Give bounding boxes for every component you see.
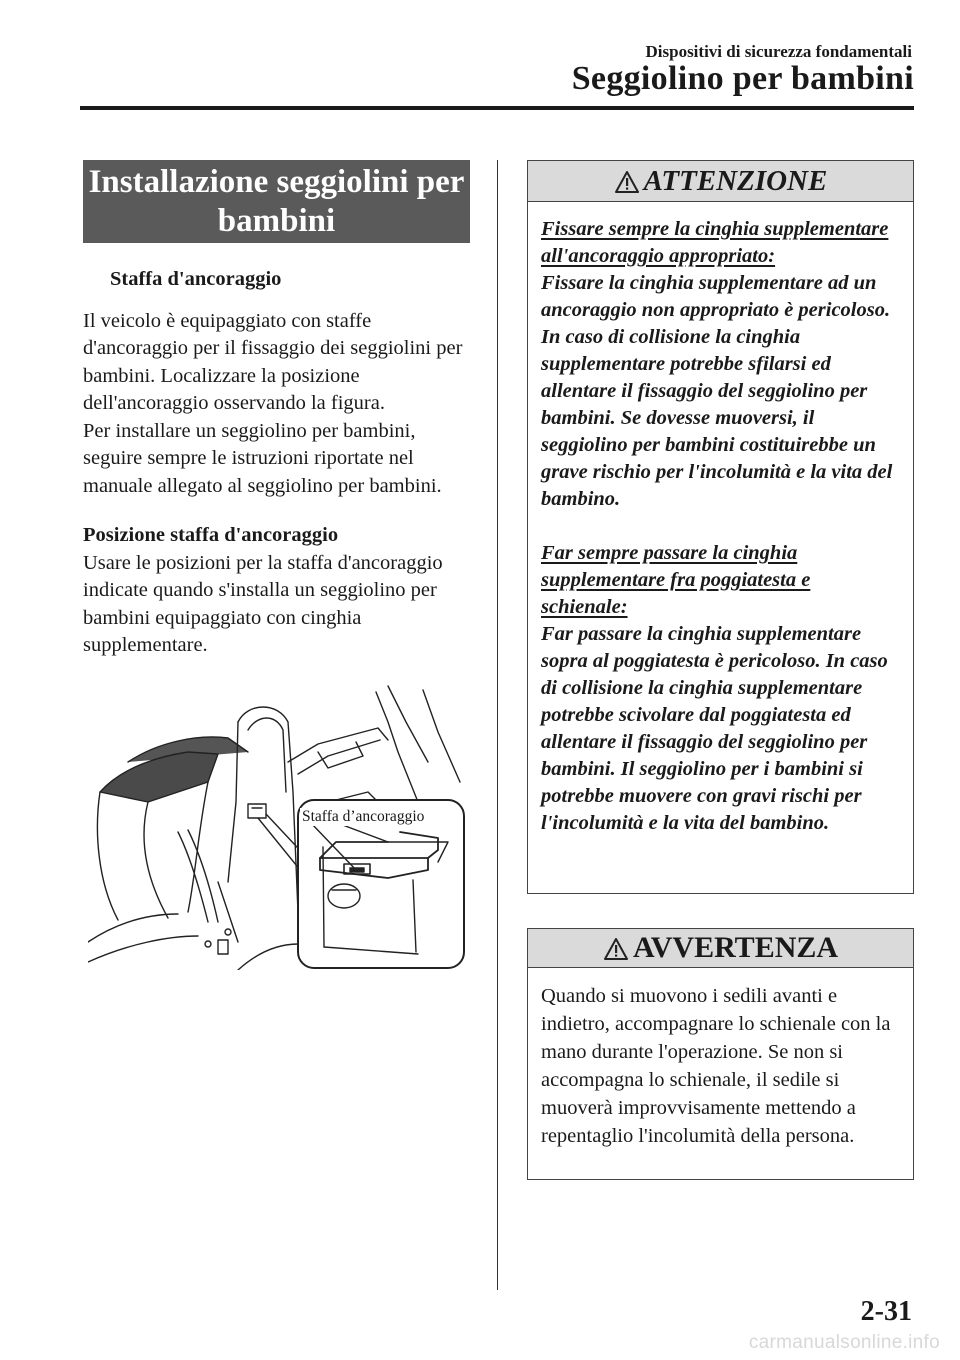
banner-title: Installazione seggiolini per bambini bbox=[88, 163, 465, 239]
position-paragraph: Usare le posizioni per la staffa d'ancoraggio indicate quando s'installa un seggiolino per bambini equipaggiato con cinghia supplementare. bbox=[83, 551, 443, 656]
warning-box bbox=[527, 928, 914, 1180]
position-heading: Posizione staffa d'ancoraggio bbox=[83, 524, 339, 546]
warning-triangle-icon bbox=[603, 937, 629, 961]
intro-paragraph: Il veicolo è equipaggiato con staffe d'ancoraggio per il fissaggio dei seggiolini per bambini. Localizzare la posizione dell'ancoraggio osservando la figura. bbox=[83, 309, 463, 414]
anchor-figure bbox=[88, 682, 468, 970]
caution-heading-1: Fissare sempre la cinghia supplementare all'ancoraggio appropriato: bbox=[541, 218, 889, 267]
warning-body: Quando si muovono i sedili avanti e indietro, accompagnare lo schienale con la mano durante l'operazione. Se non si accompagna lo schienale, il sedile si muoverà improvvisamente mettendo a repentaglio l'incolumità della persona. bbox=[541, 985, 891, 1147]
caution-title-bar bbox=[528, 161, 913, 202]
chapter-title: Seggiolino per bambini bbox=[571, 60, 914, 97]
caution-heading-2: Far sempre passare la cinghia supplementare fra poggiatesta e schienale: bbox=[541, 542, 811, 618]
header-rule bbox=[80, 106, 914, 110]
warning-title-bar bbox=[528, 929, 913, 968]
instruction-paragraph: Per installare un seggiolino per bambini, seguire sempre le istruzioni riportate nel manuale allegato al seggiolino per bambini. bbox=[83, 419, 442, 497]
watermark: carmanualsonline.info bbox=[748, 1332, 940, 1353]
subheading: Staffa d'ancoraggio bbox=[110, 268, 282, 290]
figure-callout-label: Staffa d’ancoraggio bbox=[302, 808, 425, 825]
caution-box bbox=[527, 160, 914, 894]
caution-body bbox=[528, 202, 913, 837]
warning-triangle-icon bbox=[614, 170, 640, 194]
caution-text-1: Fissare la cinghia supplementare ad un ancoraggio non appropriato è pericoloso. In caso di collisione la cinghia supplementare potrebbe sfilarsi ed allentare il fissaggio del seggiolino per bambini. Se dovesse muoversi, il seggiolino per bambini costituirebbe un grave rischio per l'incolumità e la vita del bambino. bbox=[541, 272, 893, 510]
left-column bbox=[83, 262, 478, 660]
warning-title: AVVERTENZA bbox=[632, 931, 839, 964]
page-number: 2-31 bbox=[860, 1296, 912, 1327]
caution-title: ATTENZIONE bbox=[643, 164, 828, 197]
caution-text-2: Far passare la cinghia supplementare sopra al poggiatesta è pericoloso. In caso di collisione la cinghia supplementare potrebbe scivolare dal poggiatesta ed allentare il fissaggio del seggiolino per bambini. Il seggiolino per i bambini si potrebbe muovere con gravi rischi per l'incolumità e la vita del bambino. bbox=[541, 623, 888, 834]
section-label: Dispositivi di sicurezza fondamentali bbox=[645, 42, 912, 61]
section-banner bbox=[83, 160, 470, 243]
seat-illustration bbox=[88, 682, 468, 970]
column-divider bbox=[497, 160, 498, 1290]
